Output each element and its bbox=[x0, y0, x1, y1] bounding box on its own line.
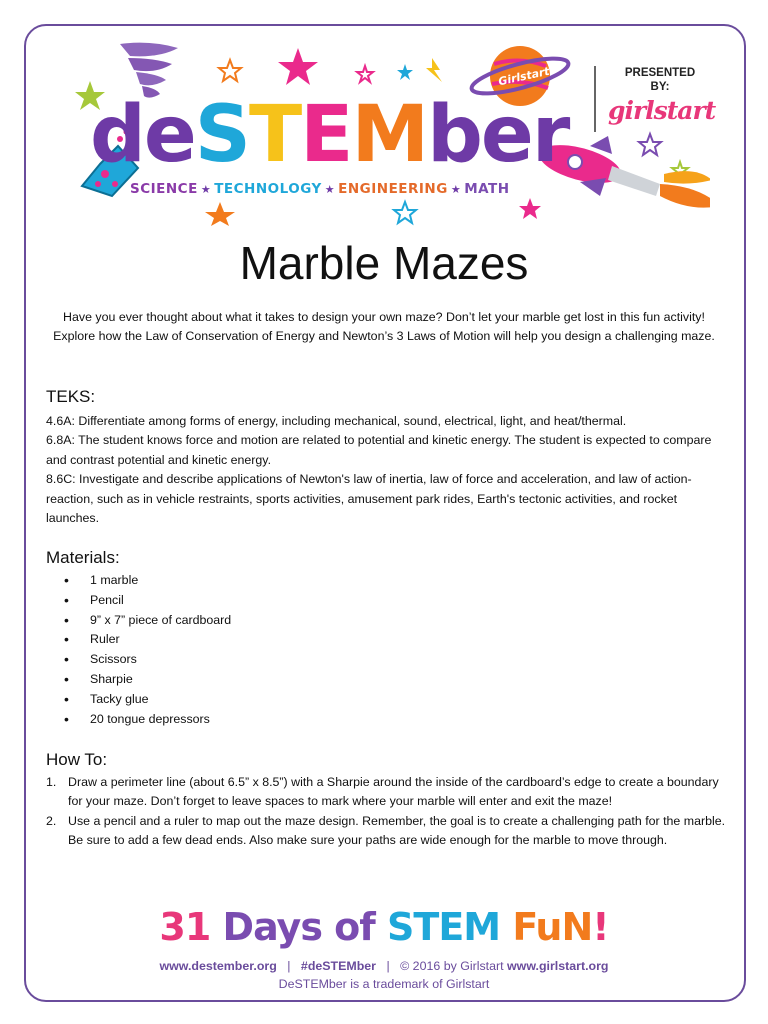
page-title: Marble Mazes bbox=[239, 237, 529, 289]
lightning-icon bbox=[426, 58, 442, 82]
material-item: • Ruler bbox=[46, 630, 231, 650]
howto-heading: How To: bbox=[46, 750, 108, 769]
teks-list bbox=[46, 412, 726, 528]
star-icon bbox=[519, 198, 541, 219]
copyright: © 2016 by Girlstart bbox=[400, 959, 504, 973]
materials-heading: Materials: bbox=[46, 548, 120, 567]
girlstart-logo: girlstart bbox=[608, 96, 716, 125]
material-item: • 1 marble bbox=[46, 571, 231, 591]
trademark-notice: DeSTEMber is a trademark of Girlstart bbox=[278, 977, 490, 991]
material-item: • Scissors bbox=[46, 650, 231, 670]
material-item: • Pencil bbox=[46, 591, 231, 611]
howto-step bbox=[46, 773, 726, 812]
material-item: • 20 tongue depressors bbox=[46, 710, 231, 730]
presented-by-label: PRESENTED BY: bbox=[624, 67, 696, 93]
star-icon bbox=[397, 64, 413, 80]
step-number: 2. bbox=[46, 813, 57, 828]
footer-separator: | bbox=[287, 959, 291, 973]
material-item: • 9” x 7” piece of cardboard bbox=[46, 611, 231, 631]
teks-item: 6.8A: The student knows force and motion are related to potential and kinetic energy. The student is expected to compare and contrast potential and kinetic energy. bbox=[46, 433, 712, 467]
howto-steps bbox=[46, 773, 726, 851]
stem-fun-logo: 31 Days of STEM FuN! bbox=[159, 905, 609, 949]
step-text: Use a pencil and a ruler to map out the maze design. Remember, the goal is to create a challenging path for the marble. Be sure to add a few dead ends. Also make sure your paths are wide enough for the marble to move through. bbox=[68, 813, 726, 848]
star-icon bbox=[219, 60, 241, 81]
star-icon bbox=[639, 134, 661, 155]
step-text: Draw a perimeter line (about 6.5” x 8.5”) with a Sharpie around the inside of the cardboard’s edge to create a boundary for your maze. Don’t forget to leave spaces to mark where your marble will enter and exit the maze! bbox=[68, 775, 719, 809]
footer-separator: | bbox=[386, 959, 390, 973]
material-item: • Tacky glue bbox=[46, 690, 231, 710]
intro-paragraph: Have you ever thought about what it takes to design your own maze? Don’t let your marble get lost in this fun activity! Explore how the Law of Conservation of Energy and Newton’s 3 Laws of Motion will help you design a challenging maze. bbox=[53, 310, 715, 343]
destember-wordmark: deSTEMber bbox=[90, 90, 569, 180]
howto-step bbox=[46, 812, 726, 851]
star-icon bbox=[394, 202, 416, 223]
step-number: 1. bbox=[46, 775, 57, 789]
banner-tagline: SCIENCE ★ TECHNOLOGY ★ ENGINEERING ★ MATH bbox=[130, 181, 510, 197]
star-icon bbox=[357, 66, 373, 82]
materials-list bbox=[46, 571, 231, 729]
hashtag[interactable]: #deSTEMber bbox=[300, 959, 376, 973]
teks-item: 8.6C: Investigate and describe applications of Newton's law of inertia, law of force and acceleration, and law of action-reaction, such as in vehicle restraints, sports activities, amusement park rides, Earth's tectonic activities, and rocket launches. bbox=[46, 472, 692, 526]
destember-banner bbox=[60, 36, 716, 226]
material-item: • Sharpie bbox=[46, 670, 231, 690]
planet-label: Girlstart bbox=[497, 64, 551, 89]
star-icon bbox=[278, 48, 318, 85]
teks-heading: TEKS: bbox=[46, 387, 96, 406]
star-icon bbox=[205, 202, 235, 226]
footer-links bbox=[0, 958, 768, 974]
girlstart-link[interactable]: www.girlstart.org bbox=[507, 959, 609, 973]
teks-item: 4.6A: Differentiate among forms of energy, including mechanical, sound, electrical, light, and heat/thermal. bbox=[46, 414, 627, 428]
destember-link[interactable]: www.destember.org bbox=[159, 959, 277, 973]
